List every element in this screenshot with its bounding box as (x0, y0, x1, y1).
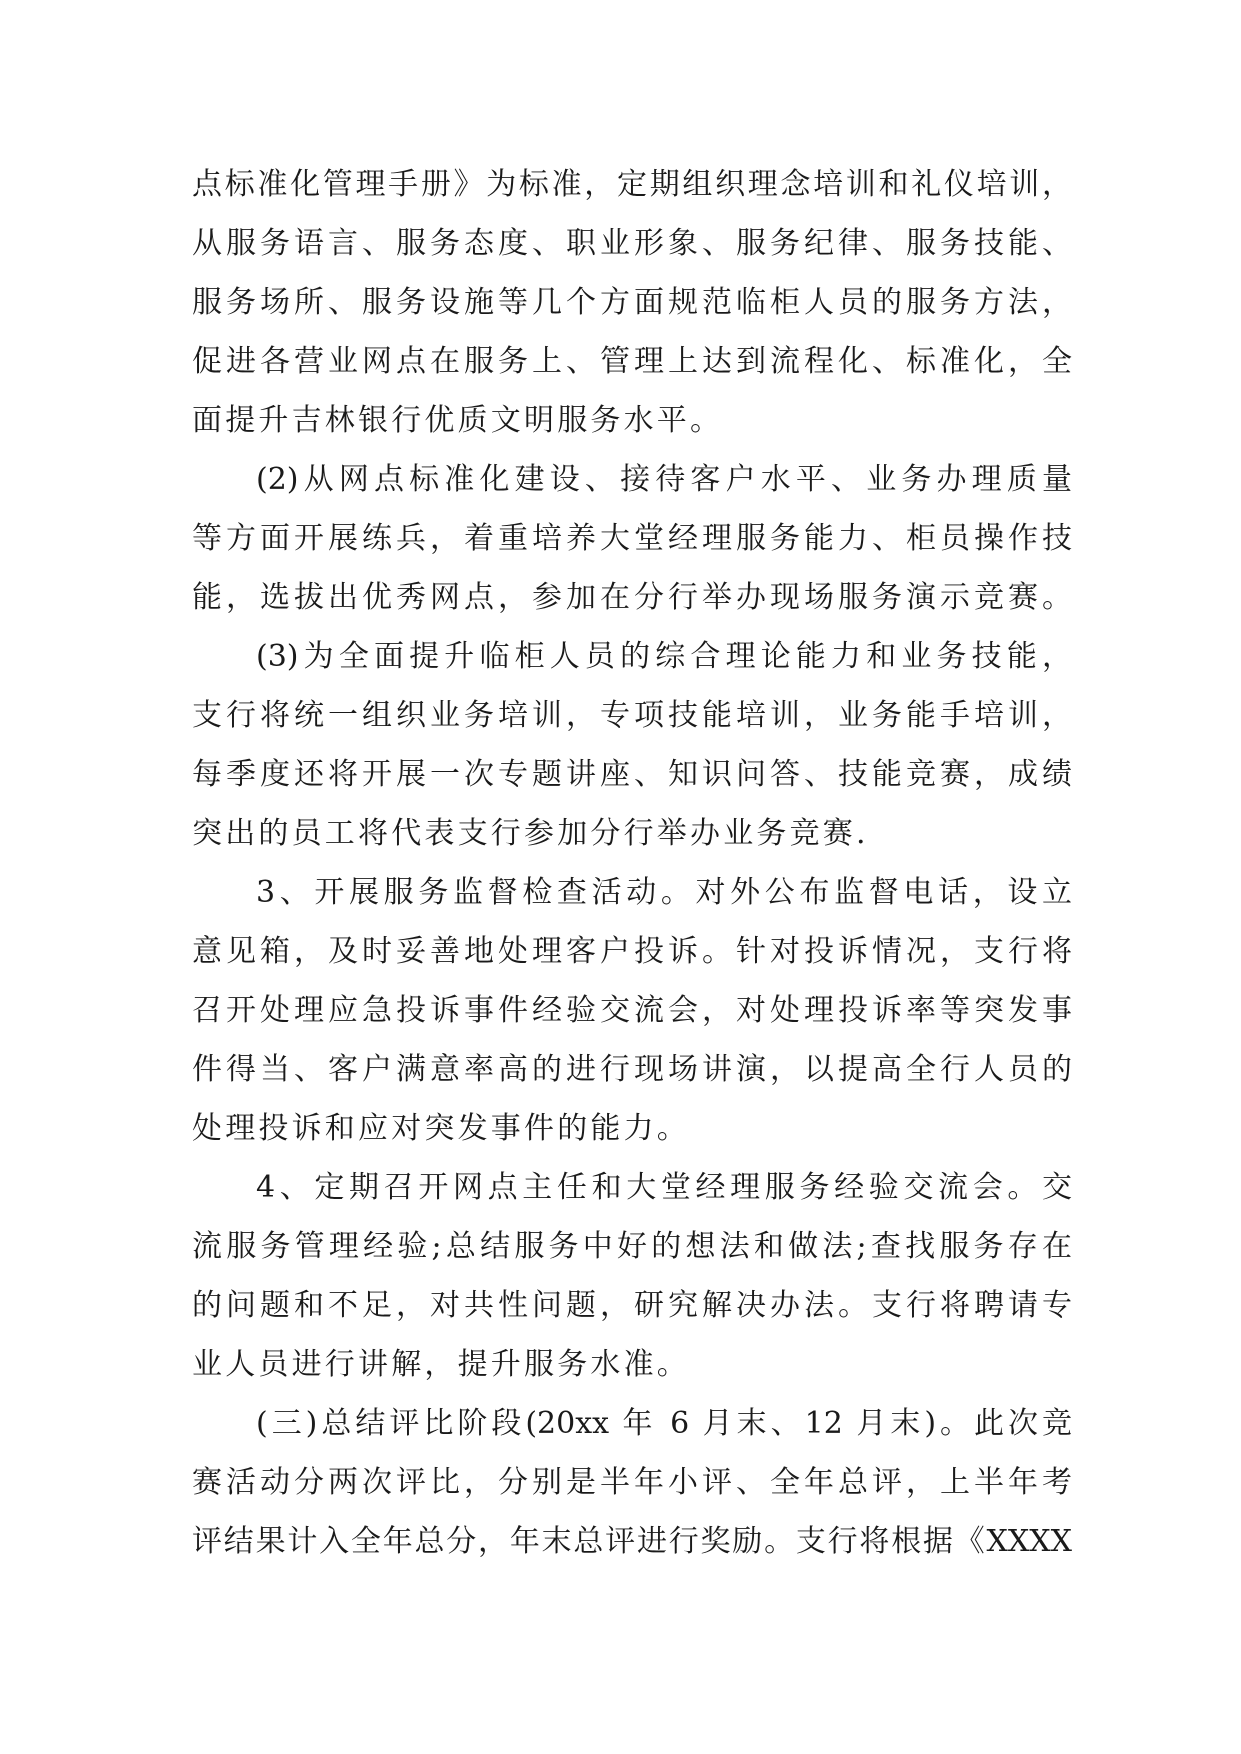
paragraph-start-line: 3、开展服务监督检查活动。对外公布监督电话，设立 (256, 875, 1072, 910)
text-line: 业人员进行讲解，提升服务水准。 (192, 1347, 690, 1382)
paragraph-start-line: (3)为全面提升临柜人员的综合理论能力和业务技能， (256, 639, 1072, 674)
text-line: 面提升吉林银行优质文明服务水平。 (192, 403, 724, 438)
text-line: 处理投诉和应对突发事件的能力。 (192, 1111, 690, 1146)
text-line: 召开处理应急投诉事件经验交流会，对处理投诉率等突发事 (192, 993, 1072, 1028)
text-line: 从服务语言、服务态度、职业形象、服务纪律、服务技能、 (192, 226, 1072, 261)
text-line: 的问题和不足，对共性问题，研究解决办法。支行将聘请专 (192, 1288, 1072, 1323)
text-line: 流服务管理经验;总结服务中好的想法和做法;查找服务存在 (192, 1229, 1072, 1264)
text-line: 意见箱，及时妥善地处理客户投诉。针对投诉情况，支行将 (192, 934, 1072, 969)
text-line: 评结果计入全年总分，年末总评进行奖励。支行将根据《XXXX (192, 1524, 1072, 1559)
text-line: 每季度还将开展一次专题讲座、知识问答、技能竞赛，成绩 (192, 757, 1072, 792)
text-line: 能，选拔出优秀网点，参加在分行举办现场服务演示竞赛。 (192, 580, 1072, 615)
text-line: 赛活动分两次评比，分别是半年小评、全年总评，上半年考 (192, 1465, 1072, 1500)
paragraph-start-line: (2)从网点标准化建设、接待客户水平、业务办理质量 (256, 462, 1072, 497)
body-text (192, 155, 1072, 1571)
text-line: 支行将统一组织业务培训，专项技能培训，业务能手培训， (192, 698, 1072, 733)
paragraph-start-line: 4、定期召开网点主任和大堂经理服务经验交流会。交 (256, 1170, 1072, 1205)
text-line: 促进各营业网点在服务上、管理上达到流程化、标准化，全 (192, 344, 1072, 379)
text-line: 突出的员工将代表支行参加分行举办业务竞赛. (192, 816, 869, 851)
paragraph-start-line: (三)总结评比阶段(20xx 年 6 月末、12 月末)。此次竞 (256, 1406, 1072, 1441)
text-line: 件得当、客户满意率高的进行现场讲演，以提高全行人员的 (192, 1052, 1072, 1087)
text-line: 服务场所、服务设施等几个方面规范临柜人员的服务方法， (192, 285, 1072, 320)
text-line: 点标准化管理手册》为标准，定期组织理念培训和礼仪培训， (192, 167, 1072, 202)
text-line: 等方面开展练兵，着重培养大堂经理服务能力、柜员操作技 (192, 521, 1072, 556)
